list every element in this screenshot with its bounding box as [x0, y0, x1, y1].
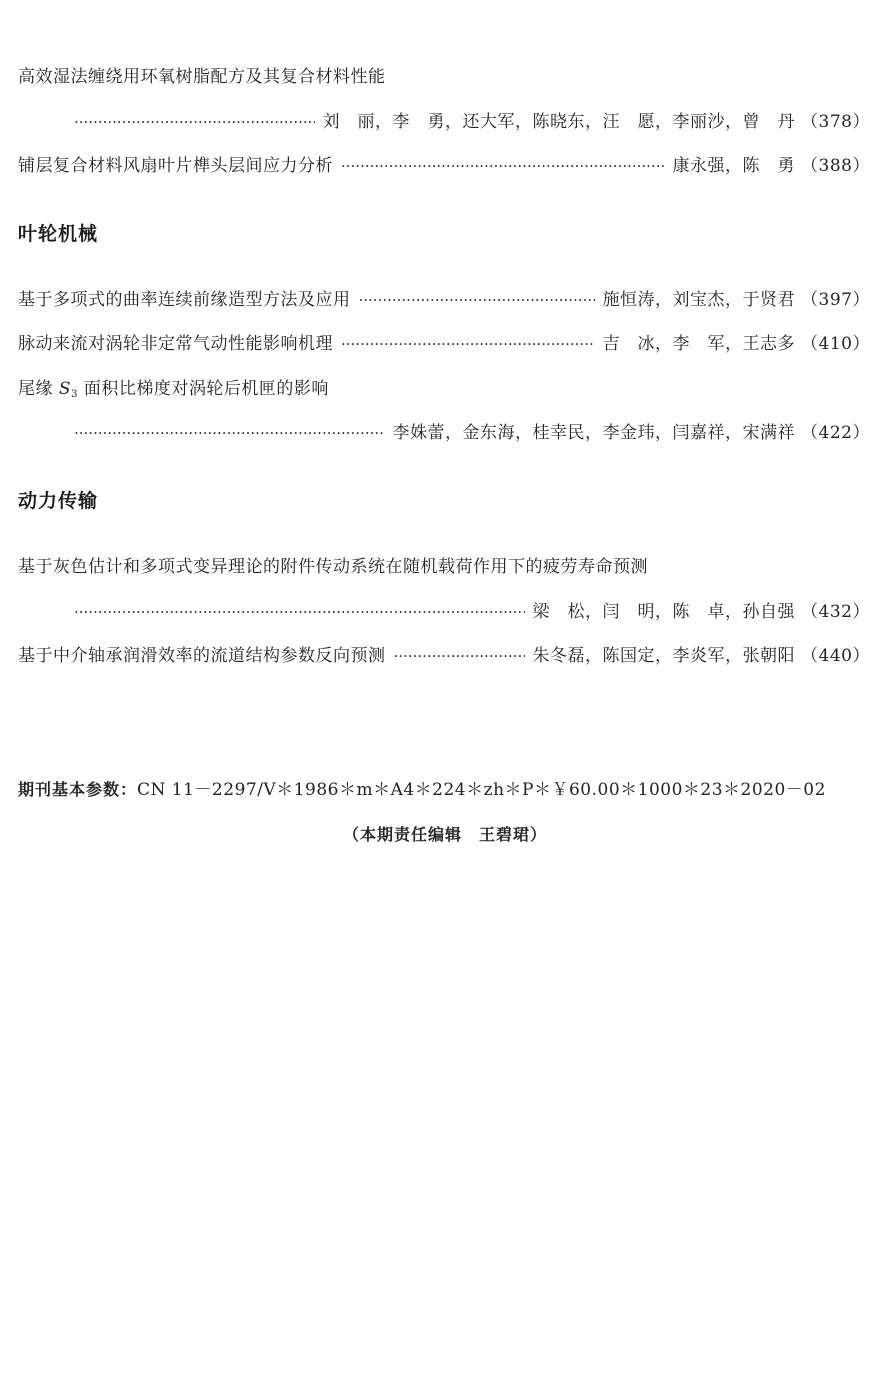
toc-entry[interactable] [18, 329, 870, 359]
toc-entry-byline [66, 597, 870, 627]
leader-dots [74, 418, 385, 448]
entry-authors: 梁 松，闫 明，陈 卓，孙自强 [532, 602, 796, 622]
leader-dots [359, 285, 595, 315]
leader-dots [341, 329, 595, 359]
section-heading: 动力传输 [18, 490, 99, 512]
toc-entry-title[interactable] [18, 374, 870, 404]
entry-page: （378） [801, 112, 870, 132]
entry-title[interactable]: 基于多项式的曲率连续前缘造型方法及应用 [18, 290, 351, 310]
entry-page: （388） [801, 156, 870, 176]
entry-title[interactable]: 基于中介轴承润滑效率的流道结构参数反向预测 [18, 646, 386, 666]
entry-page: （440） [801, 646, 870, 666]
editor-note: （本期责任编辑 王碧珺） [342, 825, 547, 844]
entry-title[interactable] [18, 379, 329, 399]
entry-page: （422） [801, 423, 870, 443]
leader-dots [341, 151, 665, 181]
entry-title[interactable]: 基于灰色估计和多项式变异理论的附件传动系统在随机载荷作用下的疲劳寿命预测 [18, 557, 648, 577]
leader-dots [74, 597, 525, 627]
entry-page: （397） [801, 290, 870, 310]
entry-authors: 吉 冰，李 军，王志多 [602, 334, 796, 354]
toc-entry[interactable] [18, 151, 870, 181]
entry-authors: 刘 丽，李 勇，还大军，陈晓东，汪 愿，李丽沙，曾 丹 [322, 112, 796, 132]
entry-title-sub: 3 [71, 389, 78, 400]
journal-params [18, 775, 870, 805]
toc-entry-title[interactable] [18, 62, 870, 92]
section-heading: 叶轮机械 [18, 223, 99, 245]
toc-entry[interactable] [18, 641, 870, 671]
entry-authors: 李姝蕾，金东海，桂幸民，李金玮，闫嘉祥，宋满祥 [392, 423, 796, 443]
entry-authors: 施恒涛，刘宝杰，于贤君 [602, 290, 796, 310]
journal-params-value: CN 11－2297/V＊1986＊m＊A4＊224＊zh＊P＊￥60.00＊1000＊23＊2020－02 [137, 780, 826, 800]
toc-entry[interactable] [18, 285, 870, 315]
entry-title-var: S [58, 379, 72, 399]
entry-title[interactable]: 铺层复合材料风扇叶片榫头层间应力分析 [18, 156, 333, 176]
journal-params-label: 期刊基本参数： [18, 780, 138, 799]
toc-entry-title[interactable] [18, 552, 870, 582]
leader-dots [394, 641, 525, 671]
entry-title[interactable]: 高效湿法缠绕用环氧树脂配方及其复合材料性能 [18, 67, 386, 87]
entry-authors: 康永强，陈 勇 [672, 156, 796, 176]
toc-entry-byline [66, 107, 870, 137]
entry-title-suffix: 面积比梯度对涡轮后机匣的影响 [77, 379, 329, 399]
leader-dots [74, 107, 315, 137]
entry-title-prefix: 尾缘 [18, 379, 59, 399]
entry-title[interactable]: 脉动来流对涡轮非定常气动性能影响机理 [18, 334, 333, 354]
entry-page: （410） [801, 334, 870, 354]
entry-authors: 朱冬磊，陈国定，李炎军，张朝阳 [532, 646, 796, 666]
toc-entry-byline [66, 418, 870, 448]
entry-page: （432） [801, 602, 870, 622]
